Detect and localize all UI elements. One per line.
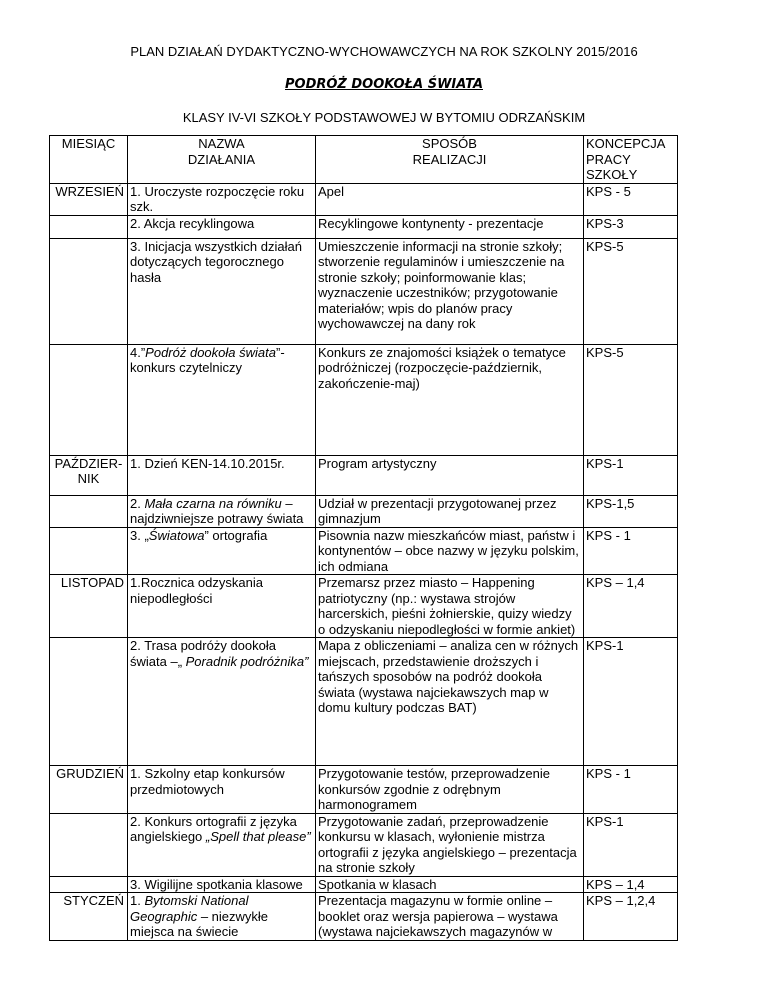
method-cell: Mapa z obliczeniami – analiza cen w różnych miejscach, przedstawienie droższych i tańszych sposobów na podróż dookoła świata (wystawa najciekawszych map w domu kultury podczas BAT) — [316, 638, 584, 766]
concept-cell: KPS-1 — [584, 638, 678, 766]
plan-table-wrapper — [49, 135, 678, 941]
month-cell: LISTOPAD — [50, 575, 128, 638]
table-row — [50, 766, 678, 814]
table-row — [50, 527, 678, 575]
plan-table — [49, 135, 678, 941]
name-cell: 1. Bytomski National Geographic – niezwykłe miejsca na świecie — [128, 893, 316, 941]
month-cell: PAŹDZIER-NIK — [50, 455, 128, 495]
name-cell: 3. Wigilijne spotkania klasowe — [128, 876, 316, 893]
month-cell — [50, 813, 128, 876]
method-cell: Umieszczenie informacji na stronie szkoły; stworzenie regulaminów i umieszczenie na stronie szkoły; poinformowanie klas; wyznaczenie uczestników; przygotowanie materiałów; wpis do planów pracy wychowawczej na dany rok — [316, 238, 584, 344]
table-row — [50, 813, 678, 876]
method-cell: Konkurs ze znajomości książek o tematyce podróżniczej (rozpoczęcie-październik, zakończenie-maj) — [316, 344, 584, 455]
month-cell: WRZESIEŃ — [50, 183, 128, 215]
name-cell: 1. Szkolny etap konkursów przedmiotowych — [128, 766, 316, 814]
table-row — [50, 876, 678, 893]
header-month: MIESIĄC — [50, 136, 128, 184]
method-cell: Recyklingowe kontynenty - prezentacje — [316, 215, 584, 238]
name-cell: 2. Mała czarna na równiku – najdziwniejsze potrawy świata — [128, 495, 316, 527]
table-row — [50, 183, 678, 215]
name-cell: 2. Konkurs ortografii z języka angielskiego „Spell that please” — [128, 813, 316, 876]
document-title: PLAN DZIAŁAŃ DYDAKTYCZNO-WYCHOWAWCZYCH NA ROK SZKOLNY 2015/2016 — [130, 44, 638, 59]
method-cell: Przygotowanie zadań, przeprowadzenie konkursu w klasach, wyłonienie mistrza ortografii z języka angielskiego – prezentacja na stronie szkoły — [316, 813, 584, 876]
concept-cell: KPS - 1 — [584, 766, 678, 814]
document-classes-line: KLASY IV-VI SZKOŁY PODSTAWOWEJ W BYTOMIU ODRZAŃSKIM — [182, 110, 586, 125]
table-row — [50, 495, 678, 527]
concept-cell: KPS – 1,2,4 — [584, 893, 678, 941]
method-cell: Przemarsz przez miasto – Happening patriotyczny (np.: wystawa strojów harcerskich, pieśni żołnierskie, quizy wiedzy o odzyskaniu niepodległości w formie ankiet) — [316, 575, 584, 638]
header-concept: KONCEPCJA PRACY SZKOŁY — [584, 136, 678, 184]
table-row — [50, 238, 678, 344]
month-cell — [50, 238, 128, 344]
table-row — [50, 638, 678, 766]
concept-cell: KPS-1,5 — [584, 495, 678, 527]
concept-cell: KPS - 1 — [584, 527, 678, 575]
name-cell: 1. Uroczyste rozpoczęcie roku szk. — [128, 183, 316, 215]
method-cell: Program artystyczny — [316, 455, 584, 495]
table-row — [50, 893, 678, 941]
header-name: NAZWA DZIAŁANIA — [128, 136, 316, 184]
table-row — [50, 344, 678, 455]
month-cell — [50, 344, 128, 455]
month-cell — [50, 215, 128, 238]
concept-cell: KPS-1 — [584, 455, 678, 495]
concept-cell: KPS – 1,4 — [584, 876, 678, 893]
table-row — [50, 575, 678, 638]
document-subtitle: PODRÓŻ DOOKOŁA ŚWIATA — [284, 77, 483, 92]
table-row — [50, 455, 678, 495]
table-row — [50, 215, 678, 238]
method-cell: Spotkania w klasach — [316, 876, 584, 893]
concept-cell: KPS-3 — [584, 215, 678, 238]
method-cell: Prezentacja magazynu w formie online – booklet oraz wersja papierowa – wystawa (wystawa najciekawszych magazynów w — [316, 893, 584, 941]
concept-cell: KPS-5 — [584, 344, 678, 455]
method-cell: Pisownia nazw mieszkańców miast, państw i kontynentów – obce nazwy w języku polskim, ich odmiana — [316, 527, 584, 575]
name-cell: 1. Dzień KEN-14.10.2015r. — [128, 455, 316, 495]
concept-cell: KPS - 5 — [584, 183, 678, 215]
concept-cell: KPS-5 — [584, 238, 678, 344]
concept-cell: KPS – 1,4 — [584, 575, 678, 638]
month-cell — [50, 527, 128, 575]
header-method: SPOSÓB REALIZACJI — [316, 136, 584, 184]
name-cell: 1.Rocznica odzyskania niepodległości — [128, 575, 316, 638]
method-cell: Apel — [316, 183, 584, 215]
method-cell: Przygotowanie testów, przeprowadzenie konkursów zgodnie z odrębnym harmonogramem — [316, 766, 584, 814]
name-cell: 3. „Światowa” ortografia — [128, 527, 316, 575]
month-cell: GRUDZIEŃ — [50, 766, 128, 814]
name-cell: 4.”Podróż dookoła świata”- konkurs czytelniczy — [128, 344, 316, 455]
name-cell: 2. Trasa podróży dookoła świata –„ Poradnik podróżnika” — [128, 638, 316, 766]
name-cell: 2. Akcja recyklingowa — [128, 215, 316, 238]
method-cell: Udział w prezentacji przygotowanej przez gimnazjum — [316, 495, 584, 527]
month-cell — [50, 638, 128, 766]
month-cell: STYCZEŃ — [50, 893, 128, 941]
month-cell — [50, 495, 128, 527]
concept-cell: KPS-1 — [584, 813, 678, 876]
table-header-row — [50, 136, 678, 184]
month-cell — [50, 876, 128, 893]
name-cell: 3. Inicjacja wszystkich działań dotyczących tegorocznego hasła — [128, 238, 316, 344]
